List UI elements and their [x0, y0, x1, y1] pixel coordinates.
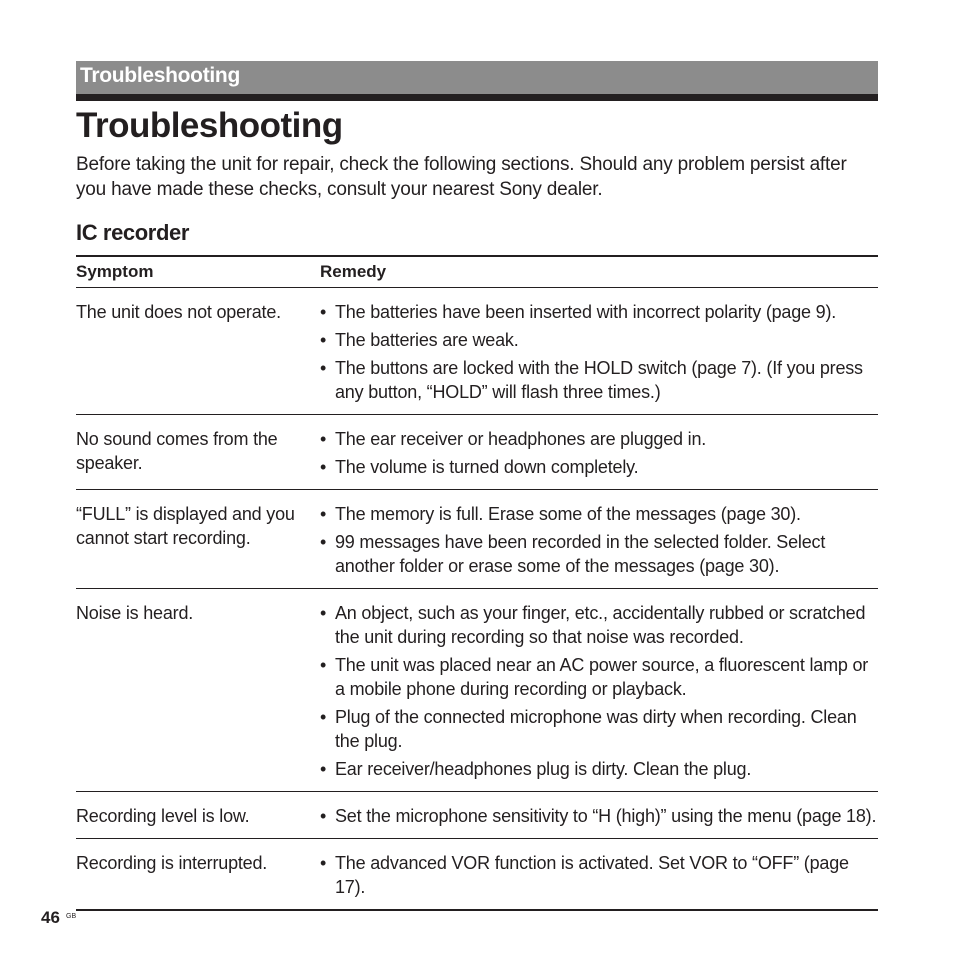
- bullet-icon: •: [320, 302, 327, 322]
- symptom-cell: No sound comes from the speaker.: [76, 429, 278, 473]
- remedy-text: Plug of the connected microphone was dirty when recording. Clean the plug.: [335, 707, 857, 751]
- remedy-text: The batteries are weak.: [335, 330, 519, 350]
- bullet-icon: •: [320, 358, 327, 378]
- remedy-text: 99 messages have been recorded in the selected folder. Select another folder or erase some of the messages (page 30).: [335, 532, 826, 576]
- symptom-cell: The unit does not operate.: [76, 302, 281, 322]
- remedy-text: An object, such as your finger, etc., accidentally rubbed or scratched the unit during recording so that noise was recorded.: [335, 603, 866, 647]
- table-body: [76, 288, 878, 909]
- symptom-cell: Recording level is low.: [76, 806, 250, 826]
- symptom-cell: “FULL” is displayed and you cannot start recording.: [76, 504, 295, 548]
- symptom-cell: Noise is heard.: [76, 603, 194, 623]
- bullet-icon: •: [320, 853, 327, 873]
- remedy-text: The volume is turned down completely.: [335, 457, 639, 477]
- remedy-item: [320, 653, 878, 701]
- table-row: [76, 791, 878, 838]
- remedy-cell: [320, 300, 878, 408]
- header-symptom: Symptom: [76, 262, 154, 281]
- remedy-cell: [320, 502, 878, 582]
- page-number: 46: [41, 908, 60, 927]
- remedy-text: The buttons are locked with the HOLD switch (page 7). (If you press any button, “HOLD” will flash three times.): [335, 358, 863, 402]
- bullet-icon: •: [320, 707, 327, 727]
- bullet-icon: •: [320, 532, 327, 552]
- remedy-item: [320, 804, 878, 828]
- remedy-cell: [320, 851, 878, 903]
- troubleshooting-table: [76, 255, 878, 911]
- bullet-icon: •: [320, 603, 327, 623]
- bullet-icon: •: [320, 759, 327, 779]
- remedy-cell: [320, 427, 878, 483]
- remedy-text: The memory is full. Erase some of the messages (page 30).: [335, 504, 801, 524]
- bullet-icon: •: [320, 429, 327, 449]
- page-suffix: GB: [66, 913, 77, 920]
- page-title: Troubleshooting: [76, 106, 343, 145]
- remedy-item: [320, 427, 878, 451]
- remedy-text: Ear receiver/headphones plug is dirty. Clean the plug.: [335, 759, 752, 779]
- section-rule: [76, 94, 878, 101]
- remedy-text: The ear receiver or headphones are plugged in.: [335, 429, 707, 449]
- bullet-icon: •: [320, 655, 327, 675]
- bullet-icon: •: [320, 504, 327, 524]
- remedy-cell: [320, 804, 878, 832]
- remedy-text: The unit was placed near an AC power source, a fluorescent lamp or a mobile phone during recording or playback.: [335, 655, 869, 699]
- remedy-text: Set the microphone sensitivity to “H (high)” using the menu (page 18).: [335, 806, 877, 826]
- remedy-item: [320, 757, 878, 781]
- remedy-item: [320, 356, 878, 404]
- remedy-item: [320, 601, 878, 649]
- remedy-item: [320, 328, 878, 352]
- bullet-icon: •: [320, 806, 327, 826]
- remedy-item: [320, 502, 878, 526]
- remedy-item: [320, 455, 878, 479]
- intro-paragraph: Before taking the unit for repair, check the following sections. Should any problem persist after you have made these checks, consult your nearest Sony dealer.: [76, 154, 847, 200]
- symptom-cell: Recording is interrupted.: [76, 853, 268, 873]
- bullet-icon: •: [320, 330, 327, 350]
- remedy-text: The advanced VOR function is activated. Set VOR to “OFF” (page 17).: [335, 853, 849, 897]
- table-header: [76, 257, 878, 288]
- section-header-bar: [76, 61, 878, 94]
- remedy-text: The batteries have been inserted with incorrect polarity (page 9).: [335, 302, 837, 322]
- table-row: [76, 288, 878, 414]
- bullet-icon: •: [320, 457, 327, 477]
- table-row: [76, 838, 878, 909]
- table-row: [76, 588, 878, 791]
- remedy-item: [320, 851, 878, 899]
- remedy-item: [320, 705, 878, 753]
- table-row: [76, 489, 878, 588]
- remedy-cell: [320, 601, 878, 785]
- remedy-item: [320, 530, 878, 578]
- header-remedy: Remedy: [320, 262, 387, 281]
- remedy-item: [320, 300, 878, 324]
- section-header-label: Troubleshooting: [80, 64, 240, 87]
- table-row: [76, 414, 878, 489]
- subsection-title: IC recorder: [76, 220, 189, 245]
